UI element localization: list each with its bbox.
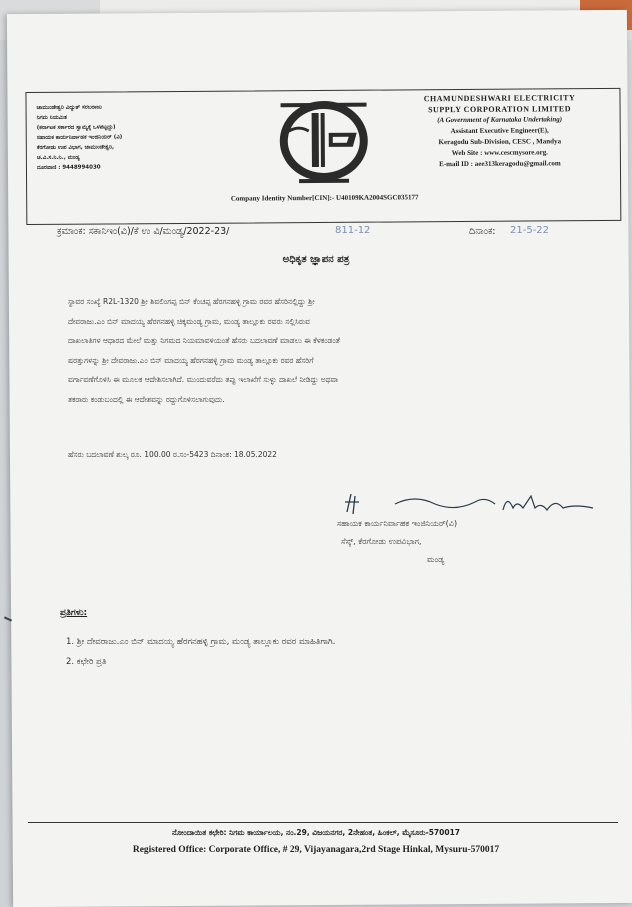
lh-right-line: Keragodu Sub-Division, CESC , Mandya bbox=[438, 137, 562, 147]
reference-number-handwritten: 811-12 bbox=[335, 225, 371, 236]
lh-left-line: ದೂರವಾಣಿ : 9448994030 bbox=[36, 164, 101, 171]
letterhead-kannada bbox=[37, 101, 257, 173]
lh-left-line: (ಕರ್ನಾಟಕ ಸರ್ಕಾರದ ಸ್ವಾಮ್ಯಕ್ಕೆ ಒಳಪಟ್ಟದ್ದು) bbox=[36, 124, 116, 131]
body-line: ಷರತ್ತುಗಳನ್ನು ಶ್ರೀ ದೇವರಾಜು.ಎಂ ಬಿನ್ ಮಾದಯ್ಯ ಹೆರಗನಹಳ್ಳಿ ಗ್ರಾಮ ಮಂಡ್ಯ ತಾಲ್ಲೂಕು ರವರ ಹೆಸರಿಗೆ bbox=[68, 355, 314, 365]
date-handwritten: 21-5-22 bbox=[510, 225, 550, 236]
body-line: ಸ್ಥಾವರ ಸಂಖ್ಯೆ R2L-1320 ಶ್ರೀ ಶಿವಲಿಂಗಪ್ಪ ಬಿನ್ ಕೆಂಚಪ್ಪ ಹೆರಗನಹಳ್ಳಿ ಗ್ರಾಮ ರವರ ಹೆಸರಿನಲ್ಲಿದ್ದು ಶ್ರೀ bbox=[68, 297, 315, 306]
footer-english: Registered Office: Corporate Office, # 29, Vijayanagara,2rd Stage Hinkal, Mysuru-570017 bbox=[132, 845, 500, 855]
designation-line: ಮಂಡ್ಯ bbox=[427, 555, 445, 564]
body-line: ತಕರಾರು ಕಂಡುಬಂದಲ್ಲಿ ಈ ಆದೇಶವನ್ನು ರದ್ದುಗೊಳಿಸಲಾಗುವುದು. bbox=[68, 394, 225, 404]
cesc-logo bbox=[258, 95, 389, 188]
letterhead bbox=[25, 88, 621, 225]
lh-right-line: Assistant Executive Engineer(E), bbox=[450, 126, 549, 136]
designation-line: ಸೆಸ್ಕ್, ಕೆರಗೋಡು ಉಪವಿಭಾಗ, bbox=[341, 537, 422, 546]
lh-left-line: ಚಾಮುಂಡೇಶ್ವರಿ ವಿದ್ಯುತ್ ಸರಬರಾಜು bbox=[36, 104, 102, 111]
footer-divider bbox=[28, 822, 618, 823]
designation-line: ಸಹಾಯಕ ಕಾರ್ಯನಿರ್ವಾಹಕ ಇಂಜಿನಿಯರ್(ವಿ) bbox=[337, 519, 458, 528]
order-body bbox=[68, 292, 588, 409]
copy-item-1: 1. ಶ್ರೀ ದೇವರಾಜು.ಎಂ ಬಿನ್ ಮಾದಯ್ಯ ಹೆರಗನಹಳ್ಳಿ ಗ್ರಾಮ, ಮಂಡ್ಯ ತಾಲ್ಲೂಕು ರವರ ಮಾಹಿತಿಗಾಗಿ. bbox=[66, 637, 336, 647]
lh-left-line: ಚ.ವಿ.ಸ.ನಿ.ನಿ., ಮಂಡ್ಯ bbox=[36, 154, 80, 161]
lh-left-line: ಕೆರಗೋಡು ಉಪ ವಿಭಾಗ, ಚಾಮುಂಡೇಶ್ವರಿ, bbox=[36, 144, 115, 151]
lh-right-line: E-mail ID : aee313keragodu@gmail.com bbox=[439, 159, 561, 169]
lh-right-line: CHAMUNDESHWARI ELECTRICITY bbox=[423, 93, 576, 104]
lh-left-line: ನಿಗಮ ನಿಯಮಿತ bbox=[36, 114, 67, 121]
document-title: ಅಧಿಕೃತ ಜ್ಞಾಪನ ಪತ್ರ bbox=[282, 254, 350, 265]
letterhead-english bbox=[386, 92, 613, 171]
body-line: ವರ್ಗಾವಣೆಗೊಳಿಸಿ ಈ ಮೂಲಕ ಆದೇಶಿಸಲಾಗಿದೆ. ಮುಂದುವರೆದು ತಪ್ಪು ಇಲಾಖೆಗೆ ಸುಳ್ಳು ದಾಖಲೆ ನೀಡಿದ್ದು ಅಥವಾ bbox=[68, 375, 339, 384]
copy-item-2: 2. ಕಛೇರಿ ಪ್ರತಿ bbox=[66, 657, 107, 667]
signatory-designation bbox=[337, 515, 457, 569]
footer-kannada: ನೋಂದಾಯಿತ ಕಛೇರಿ: ನಿಗಮ ಕಾರ್ಯಾಲಯ, ನಂ.29, ವಿಜಯನಗರ, 2ನೇಹಂತ, ಹಿಂಕಲ್, ಮೈಸೂರು-570017 bbox=[171, 828, 461, 837]
company-cin: Company Identity Number[CIN]:- U40109KA2004SGC035177 bbox=[230, 193, 419, 203]
body-line: ದೇವರಾಜು.ಎಂ ಬಿನ್ ಮಾದಯ್ಯ ಹೆರಗನಹಳ್ಳಿ ಚಿಕ್ಕಮಂಡ್ಯ ಗ್ರಾಮ, ಮಂಡ್ಯ ತಾಲ್ಲೂಕು ರವರು ಸಲ್ಲಿಸಿರುವ bbox=[68, 316, 310, 326]
lh-right-line: (A Government of Karnataka Undertaking) bbox=[437, 115, 563, 125]
body-line: ದಾಖಲಾತಿಗಳ ಆಧಾರದ ಮೇಲೆ ಮತ್ತು ನಿಗಮದ ನಿಯಮಾವಳಿಯಂತೆ ಹೆಸರು ಬದಲಾವಣೆ ಮಾಡಲು ಈ ಕೆಳಕಂಡಂತೆ bbox=[68, 336, 340, 345]
lh-left-line: ಸಹಾಯಕ ಕಾರ್ಯನಿರ್ವಾಹಕ ಇಂಜಿನಿಯರ್ (ವಿ) bbox=[36, 134, 123, 141]
date-label: ದಿನಾಂಕ: bbox=[469, 226, 496, 237]
reference-number-label: ಕ್ರಮಾಂಕ: ಸಕಾನಿಇಂ(ವಿ)/ಕೆ ಉ ವಿ/ಮಂಡ್ಯ/2022-23/ bbox=[57, 226, 230, 237]
payment-details: ಹೆಸರು ಬದಲಾವಣೆ ಶುಲ್ಕ ರೂ. 100.00 ರ.ಸಂ-5423 ದಿನಾಂಕ: 18.05.2022 bbox=[68, 450, 277, 459]
lh-right-line: Web Site : www.cescmysore.org. bbox=[451, 148, 549, 158]
lh-right-line: SUPPLY CORPORATION LIMITED bbox=[428, 104, 572, 115]
copies-heading: ಪ್ರತಿಗಳು: bbox=[60, 608, 88, 618]
